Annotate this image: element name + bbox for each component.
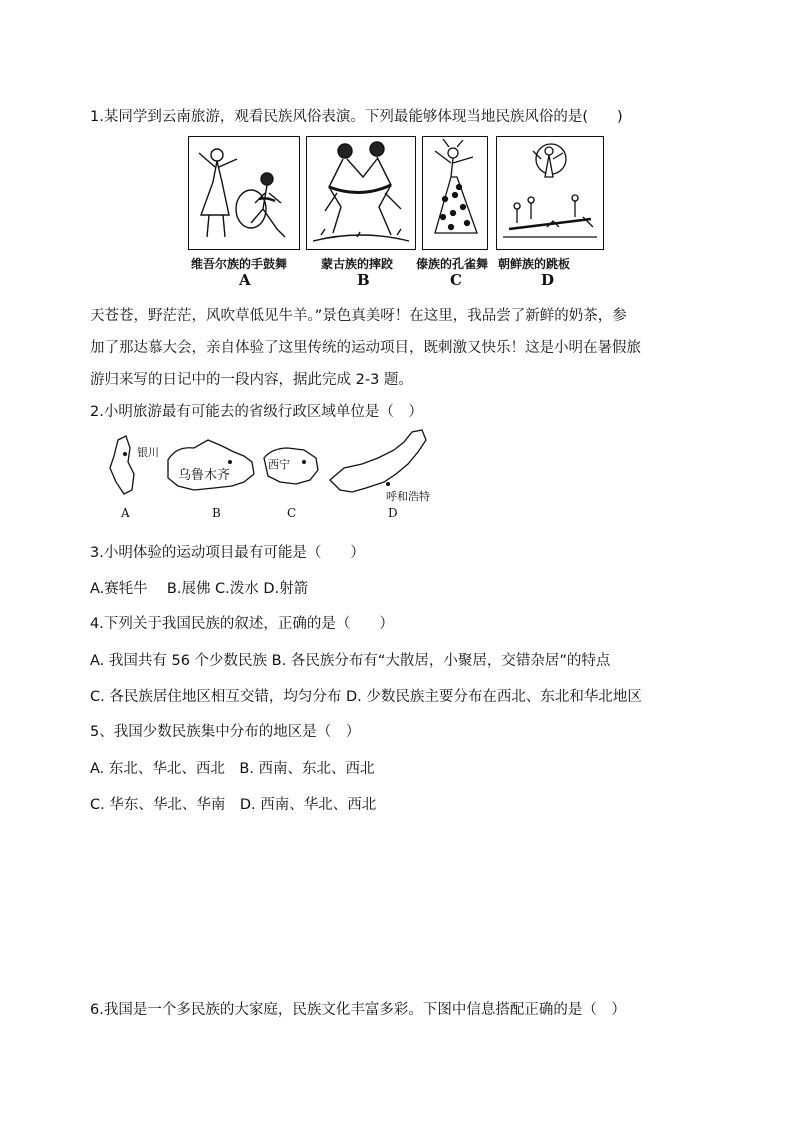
question-5-options-line-1: A. 东北、华北、西北 B. 西南、东北、西北: [90, 761, 375, 777]
korean-seesaw-illustration: [496, 136, 604, 250]
q1-option-b-caption: 蒙古族的摔跤: [321, 257, 394, 271]
question-4-stem: 4.下列关于我国民族的叙述，正确的是（ ）: [90, 616, 394, 632]
question-5-stem: 5、我国少数民族集中分布的地区是（ ）: [90, 724, 361, 740]
q1-option-c-caption: 傣族的孔雀舞: [416, 257, 489, 271]
city-label-urumqi: 乌鲁木齐: [178, 468, 231, 483]
question-1-stem: 1.某同学到云南旅游，观看民族风俗表演。下列最能够体现当地民族风俗的是( ): [90, 109, 623, 125]
q2-map-letter-d: D: [388, 506, 398, 520]
ningxia-outline: [110, 436, 134, 494]
q1-option-a-letter: A: [239, 271, 251, 289]
q1-option-d-caption: 朝鲜族的跳板: [498, 257, 571, 271]
question-2-stem: 2.小明旅游最有可能去的省级行政区域单位是（ ）: [90, 404, 423, 420]
passage-line-2: 加了那达慕大会，亲自体验了这里传统的运动项目，既刺激又快乐！这是小明在暑假旅: [90, 340, 641, 356]
question-5-options-line-2: C. 华东、华北、华南 D. 西南、华北、西北: [90, 797, 377, 813]
question-3-stem: 3.小明体验的运动项目最有可能是（ ）: [90, 545, 365, 561]
question-6-stem: 6.我国是一个多民族的大家庭，民族文化丰富多彩。下图中信息搭配正确的是（ ）: [90, 1002, 626, 1018]
q2-map-letter-a: A: [121, 506, 130, 520]
q1-figure-group: [188, 134, 608, 292]
question-3-options: A.赛牦牛 B.展佛 C.泼水 D.射箭: [90, 581, 309, 597]
q2-province-maps: [104, 428, 440, 524]
mongolian-wrestling-illustration: [306, 136, 416, 250]
passage-line-1: 天苍苍，野茫茫，风吹草低见牛羊。”景色真美呀！在这里，我品尝了新鲜的奶茶，参: [90, 308, 627, 324]
q1-option-b-letter: B: [357, 271, 370, 289]
q1-option-d-letter: D: [541, 271, 555, 289]
uyghur-drum-dance-illustration: [188, 136, 300, 250]
dai-peacock-dance-illustration: [422, 136, 488, 250]
city-label-hohhot: 呼和浩特: [386, 490, 430, 503]
inner-mongolia-outline: [330, 430, 426, 492]
city-label-yinchuan: 银川: [137, 446, 159, 459]
city-label-xining: 西宁: [268, 458, 290, 471]
q2-map-letter-b: B: [212, 506, 221, 520]
question-4-options-line-1: A. 我国共有 56 个少数民族 B. 各民族分布有“大散居，小聚居，交错杂居”的特点: [90, 653, 611, 669]
q1-option-a-caption: 维吾尔族的手鼓舞: [191, 257, 288, 271]
q1-option-c-letter: C: [450, 271, 462, 289]
q2-map-letter-c: C: [287, 506, 297, 520]
passage-line-3: 游归来写的日记中的一段内容，据此完成 2-3 题。: [90, 372, 413, 388]
question-4-options-line-2: C. 各民族居住地区相互交错，均匀分布 D. 少数民族主要分布在西北、东北和华北地区: [90, 689, 642, 705]
